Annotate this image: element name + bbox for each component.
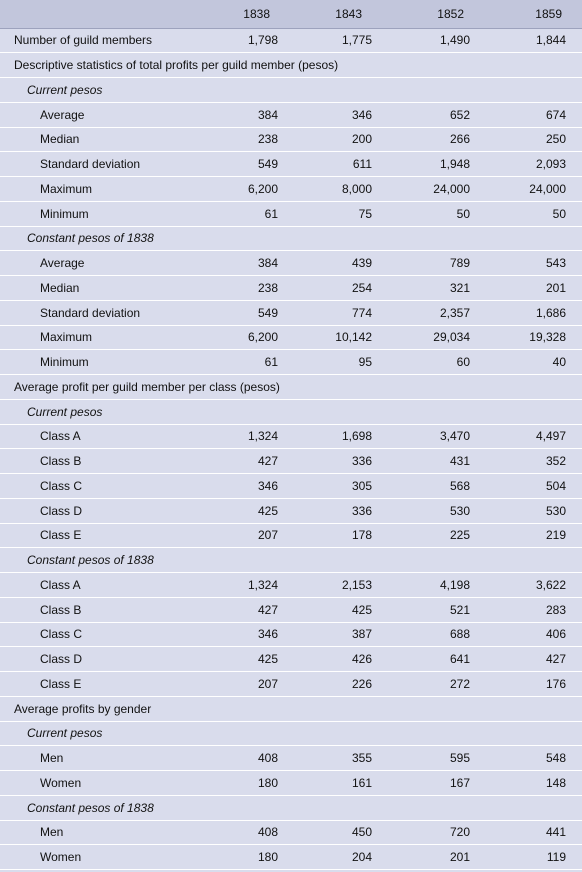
cell-value: 3,622 <box>486 573 582 598</box>
cell-value: 200 <box>294 127 390 152</box>
cell-value: 6,200 <box>198 177 294 202</box>
table-row <box>0 573 582 598</box>
cell-value: 24,000 <box>486 177 582 202</box>
section-heading-row <box>0 548 582 573</box>
cell-value: 774 <box>294 300 390 325</box>
cell-value: 530 <box>390 498 486 523</box>
cell-value: 1,686 <box>486 300 582 325</box>
cell-value: 2,153 <box>294 573 390 598</box>
row-label: Class D <box>0 498 198 523</box>
cell-value: 75 <box>294 201 390 226</box>
table-row <box>0 820 582 845</box>
cell-value: 50 <box>390 201 486 226</box>
cell-value: 408 <box>198 820 294 845</box>
row-label: Minimum <box>0 201 198 226</box>
cell-value: 346 <box>198 474 294 499</box>
section-heading-row <box>0 696 582 721</box>
cell-value: 336 <box>294 498 390 523</box>
cell-value: 688 <box>390 622 486 647</box>
section-heading-row <box>0 375 582 400</box>
cell-value: 450 <box>294 820 390 845</box>
section-label: Constant pesos of 1838 <box>0 548 582 573</box>
section-heading-row <box>0 399 582 424</box>
cell-value: 61 <box>198 201 294 226</box>
section-label: Current pesos <box>0 721 582 746</box>
section-label: Constant pesos of 1838 <box>0 226 582 251</box>
cell-value: 61 <box>198 350 294 375</box>
cell-value: 4,198 <box>390 573 486 598</box>
cell-value: 2,093 <box>486 152 582 177</box>
table-header <box>0 0 582 28</box>
cell-value: 427 <box>198 597 294 622</box>
row-label: Women <box>0 845 198 870</box>
table-row <box>0 276 582 301</box>
cell-value: 148 <box>486 771 582 796</box>
section-label: Constant pesos of 1838 <box>0 795 582 820</box>
cell-value: 425 <box>198 498 294 523</box>
table-row <box>0 597 582 622</box>
cell-value: 1,324 <box>198 424 294 449</box>
header-year: 1843 <box>294 0 390 28</box>
cell-value: 207 <box>198 672 294 697</box>
row-label: Maximum <box>0 177 198 202</box>
table-row <box>0 498 582 523</box>
cell-value: 387 <box>294 622 390 647</box>
cell-value: 161 <box>294 771 390 796</box>
cell-value: 6,200 <box>198 325 294 350</box>
section-heading-row <box>0 721 582 746</box>
table-row <box>0 127 582 152</box>
cell-value: 10,142 <box>294 325 390 350</box>
cell-value: 119 <box>486 845 582 870</box>
row-label: Class D <box>0 647 198 672</box>
row-label: Standard deviation <box>0 152 198 177</box>
row-label: Class A <box>0 424 198 449</box>
section-heading-row <box>0 226 582 251</box>
cell-value: 1,698 <box>294 424 390 449</box>
cell-value: 29,034 <box>390 325 486 350</box>
cell-value: 439 <box>294 251 390 276</box>
row-label: Median <box>0 276 198 301</box>
cell-value: 504 <box>486 474 582 499</box>
cell-value: 384 <box>198 102 294 127</box>
row-label: Women <box>0 771 198 796</box>
section-heading-row <box>0 78 582 103</box>
cell-value: 426 <box>294 647 390 672</box>
table-row <box>0 845 582 870</box>
cell-value: 272 <box>390 672 486 697</box>
cell-value: 8,000 <box>294 177 390 202</box>
cell-value: 238 <box>198 276 294 301</box>
table-row <box>0 647 582 672</box>
row-label: Average <box>0 251 198 276</box>
cell-value: 250 <box>486 127 582 152</box>
row-label: Class B <box>0 597 198 622</box>
cell-value: 427 <box>486 647 582 672</box>
cell-value: 238 <box>198 127 294 152</box>
cell-value: 355 <box>294 746 390 771</box>
cell-value: 408 <box>198 746 294 771</box>
cell-value: 254 <box>294 276 390 301</box>
cell-value: 427 <box>198 449 294 474</box>
cell-value: 425 <box>294 597 390 622</box>
cell-value: 24,000 <box>390 177 486 202</box>
cell-value: 226 <box>294 672 390 697</box>
table-row <box>0 350 582 375</box>
header-row <box>0 0 582 28</box>
cell-value: 441 <box>486 820 582 845</box>
cell-value: 283 <box>486 597 582 622</box>
cell-value: 346 <box>294 102 390 127</box>
cell-value: 674 <box>486 102 582 127</box>
cell-value: 4,497 <box>486 424 582 449</box>
cell-value: 60 <box>390 350 486 375</box>
cell-value: 1,490 <box>390 28 486 53</box>
section-label: Descriptive statistics of total profits per guild member (pesos) <box>0 53 582 78</box>
header-year: 1852 <box>390 0 486 28</box>
cell-value: 521 <box>390 597 486 622</box>
cell-value: 548 <box>486 746 582 771</box>
cell-value: 720 <box>390 820 486 845</box>
cell-value: 431 <box>390 449 486 474</box>
table-row <box>0 102 582 127</box>
cell-value: 176 <box>486 672 582 697</box>
cell-value: 19,328 <box>486 325 582 350</box>
row-label: Men <box>0 746 198 771</box>
cell-value: 568 <box>390 474 486 499</box>
table-row <box>0 424 582 449</box>
cell-value: 641 <box>390 647 486 672</box>
row-label: Maximum <box>0 325 198 350</box>
cell-value: 207 <box>198 523 294 548</box>
header-blank <box>0 0 198 28</box>
section-label: Current pesos <box>0 399 582 424</box>
cell-value: 95 <box>294 350 390 375</box>
row-label: Average <box>0 102 198 127</box>
cell-value: 305 <box>294 474 390 499</box>
row-label: Median <box>0 127 198 152</box>
section-heading-row <box>0 795 582 820</box>
row-label: Class A <box>0 573 198 598</box>
header-year: 1838 <box>198 0 294 28</box>
cell-value: 40 <box>486 350 582 375</box>
table-body <box>0 28 582 870</box>
cell-value: 178 <box>294 523 390 548</box>
cell-value: 336 <box>294 449 390 474</box>
table-row <box>0 28 582 53</box>
table-row <box>0 474 582 499</box>
section-label: Average profits by gender <box>0 696 582 721</box>
table-row <box>0 300 582 325</box>
row-label: Class C <box>0 622 198 647</box>
cell-value: 384 <box>198 251 294 276</box>
cell-value: 530 <box>486 498 582 523</box>
cell-value: 1,324 <box>198 573 294 598</box>
section-heading-row <box>0 53 582 78</box>
table-row <box>0 622 582 647</box>
row-label: Minimum <box>0 350 198 375</box>
table-row <box>0 746 582 771</box>
table-row <box>0 325 582 350</box>
row-label: Number of guild members <box>0 28 198 53</box>
section-label: Current pesos <box>0 78 582 103</box>
cell-value: 201 <box>390 845 486 870</box>
table-row <box>0 771 582 796</box>
cell-value: 204 <box>294 845 390 870</box>
cell-value: 180 <box>198 771 294 796</box>
cell-value: 1,798 <box>198 28 294 53</box>
cell-value: 789 <box>390 251 486 276</box>
cell-value: 543 <box>486 251 582 276</box>
cell-value: 50 <box>486 201 582 226</box>
row-label: Class B <box>0 449 198 474</box>
row-label: Class E <box>0 523 198 548</box>
table-row <box>0 251 582 276</box>
cell-value: 406 <box>486 622 582 647</box>
table-row <box>0 201 582 226</box>
cell-value: 167 <box>390 771 486 796</box>
row-label: Standard deviation <box>0 300 198 325</box>
section-label: Average profit per guild member per class (pesos) <box>0 375 582 400</box>
cell-value: 1,844 <box>486 28 582 53</box>
table-row <box>0 177 582 202</box>
cell-value: 1,948 <box>390 152 486 177</box>
cell-value: 352 <box>486 449 582 474</box>
cell-value: 549 <box>198 152 294 177</box>
table-row <box>0 449 582 474</box>
cell-value: 266 <box>390 127 486 152</box>
table-row <box>0 152 582 177</box>
cell-value: 2,357 <box>390 300 486 325</box>
row-label: Class C <box>0 474 198 499</box>
cell-value: 549 <box>198 300 294 325</box>
cell-value: 321 <box>390 276 486 301</box>
cell-value: 425 <box>198 647 294 672</box>
row-label: Men <box>0 820 198 845</box>
cell-value: 219 <box>486 523 582 548</box>
cell-value: 1,775 <box>294 28 390 53</box>
cell-value: 595 <box>390 746 486 771</box>
row-label: Class E <box>0 672 198 697</box>
cell-value: 225 <box>390 523 486 548</box>
cell-value: 201 <box>486 276 582 301</box>
table-row <box>0 672 582 697</box>
cell-value: 652 <box>390 102 486 127</box>
cell-value: 180 <box>198 845 294 870</box>
table-row <box>0 523 582 548</box>
cell-value: 3,470 <box>390 424 486 449</box>
header-year: 1859 <box>486 0 582 28</box>
cell-value: 346 <box>198 622 294 647</box>
cell-value: 611 <box>294 152 390 177</box>
